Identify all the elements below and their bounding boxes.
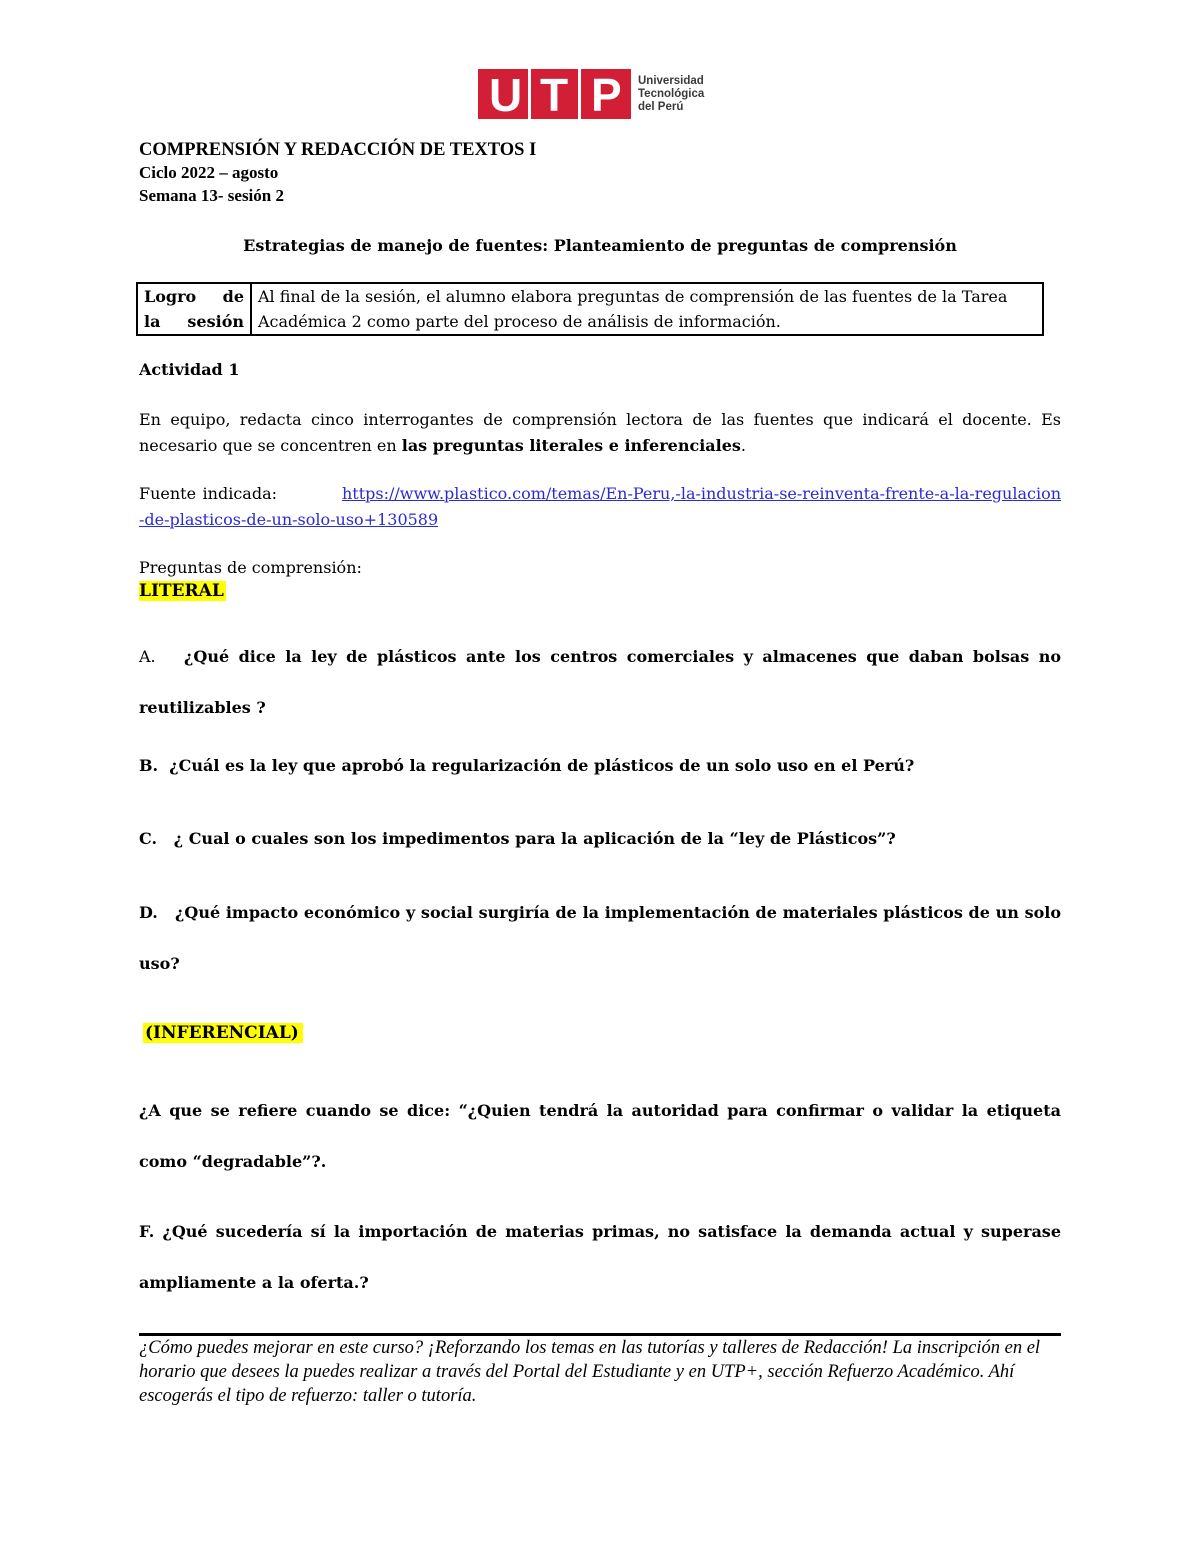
question-text: ¿Qué dice la ley de plásticos ante los centros comerciales y almacenes que daban bolsas no reutilizables ?: [139, 647, 1061, 717]
question-c: [139, 829, 1061, 848]
week-line: Semana 13- sesión 2: [139, 186, 284, 205]
question-letter: A.: [139, 647, 156, 666]
logro-table: [136, 282, 1044, 336]
questions-label: Preguntas de comprensión:: [139, 558, 362, 577]
logo-divider: [578, 69, 581, 119]
cycle-line: Ciclo 2022 – agosto: [139, 163, 279, 182]
source-line: [139, 481, 1061, 533]
logo-letter-u: U: [489, 69, 523, 121]
logo-line: del Perú: [638, 100, 684, 113]
question-letter: C.: [139, 829, 158, 848]
source-label: Fuente indicada:: [139, 484, 278, 503]
question-letter: B.: [139, 756, 159, 775]
question-text: ¿Cuál es la ley que aprobó la regularización de plásticos de un solo uso en el Perú?: [169, 756, 915, 775]
logo-line: Tecnológica: [638, 87, 705, 100]
footer-note: ¿Cómo puedes mejorar en este curso? ¡Reforzando los temas en las tutorías y talleres de Redacción! La inscripción en el horario que desees la puedes realizar a través del Portal del Estudiante y en UTP+, sección Refuerzo Académico. Ahí escogerás el tipo de refuerzo: taller o tutoría.: [139, 1338, 1041, 1406]
literal-label: LITERAL: [139, 581, 224, 601]
question-a: [139, 631, 1061, 733]
question-letter: D.: [139, 903, 158, 922]
question-text: ¿Qué impacto económico y social surgiría de la implementación de materiales plásticos de un solo uso?: [139, 903, 1062, 973]
logo-line: Universidad: [638, 74, 704, 87]
inferencial-label: (INFERENCIAL): [143, 1023, 303, 1043]
question-b: [139, 756, 1061, 775]
session-subtitle: Estrategias de manejo de fuentes: Planteamiento de preguntas de comprensión: [243, 236, 957, 255]
source-link[interactable]: https://www.plastico.com/temas/En-Peru,-la-industria-se-reinventa-frente-a-la-regulacion-de-plasticos-de-un-solo-uso+130589: [139, 484, 1062, 529]
logo-letter-t: T: [540, 69, 569, 121]
question-d: [139, 887, 1061, 989]
logro-label: Logro de la sesión: [137, 283, 251, 335]
logo-wordmark: [638, 75, 704, 114]
activity-instruction: [139, 407, 1061, 459]
instruction-text: En equipo, redacta cinco interrogantes de comprensión lectora de las fuentes que indicará el docente. Es necesario que se concentren en: [139, 410, 1061, 455]
activity-title: Actividad 1: [139, 360, 240, 379]
course-title: COMPRENSIÓN Y REDACCIÓN DE TEXTOS I: [139, 140, 537, 160]
logo-letter-p: P: [591, 69, 622, 121]
instruction-emphasis: las preguntas literales e inferenciales: [401, 436, 741, 455]
question-e: ¿A que se refiere cuando se dice: “¿Quien tendrá la autoridad para confirmar o validar la etiqueta como “degradable”?.: [139, 1101, 1061, 1171]
utp-logo: [478, 69, 704, 119]
question-f: F. ¿Qué sucedería sí la importación de materias primas, no satisface la demanda actual y superase ampliamente a la oferta.?: [139, 1222, 1061, 1292]
utp-logo-mark: [478, 69, 631, 119]
instruction-end: .: [740, 436, 747, 455]
logro-text: Al final de la sesión, el alumno elabora preguntas de comprensión de las fuentes de la Tarea Académica 2 como parte del proceso de análisis de información.: [251, 283, 1043, 335]
question-text: ¿ Cual o cuales son los impedimentos para la aplicación de la “ley de Plásticos”?: [173, 829, 896, 848]
logo-divider: [528, 69, 531, 119]
